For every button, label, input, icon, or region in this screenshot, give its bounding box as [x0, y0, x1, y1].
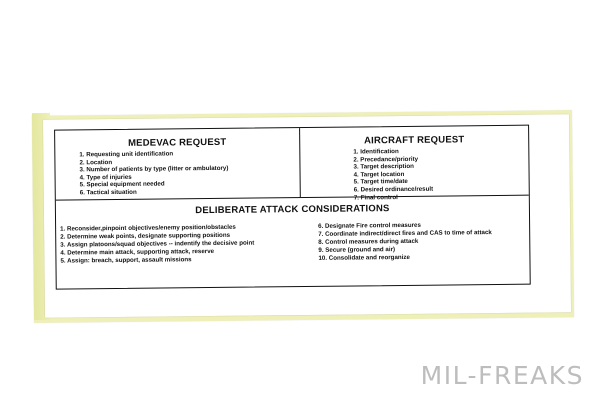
- attack-item: 7. Coordinate indirect/direct fires and CAS to time of attack: [318, 228, 492, 238]
- attack-title: DELIBERATE ATTACK CONSIDERATIONS: [195, 203, 390, 217]
- attack-item: 9. Secure (ground and air): [318, 245, 396, 254]
- attack-item: 2. Determine weak points, designate supporting positions: [60, 231, 231, 241]
- aircraft-item: 7. Final control: [353, 193, 398, 202]
- aircraft-item: 1. Identification: [353, 148, 399, 156]
- reference-sticker: [43, 114, 571, 317]
- medevac-item: 5. Special equipment needed: [79, 180, 165, 189]
- watermark-text: MIL-FREAKS: [420, 361, 584, 390]
- attack-list-right: [318, 221, 492, 262]
- medevac-title: MEDEVAC REQUEST: [127, 136, 227, 149]
- medevac-list: [79, 149, 299, 197]
- request-section: [55, 126, 529, 201]
- reference-frame: [54, 125, 531, 290]
- attack-item: 8. Control measures during attack: [318, 237, 419, 246]
- attack-columns: [56, 219, 529, 265]
- medevac-item: 3. Number of patients by type (litter or ambulatory): [79, 165, 229, 174]
- medevac-item: 4. Type of injuries: [79, 173, 132, 182]
- medevac-item: 1. Requesting unit identification: [79, 150, 174, 159]
- aircraft-item: 2. Precedance/priority: [353, 155, 419, 164]
- aircraft-item: 5. Target time/date: [353, 178, 408, 186]
- aircraft-panel: [300, 126, 529, 202]
- attack-item: 1. Reconsider,pinpoint objectives/enemy position/obstacles: [60, 223, 236, 233]
- aircraft-item: 3. Target description: [353, 163, 414, 171]
- aircraft-item: 4. Target location: [353, 170, 405, 179]
- attack-item: 10. Consolidate and reorganize: [318, 253, 410, 262]
- attack-item: 5. Assign: breach, support, assault missions: [60, 255, 192, 265]
- medevac-panel: [55, 128, 301, 200]
- attack-item: 6. Designate Fire control measures: [318, 221, 421, 230]
- attack-item: 3. Assign platoons/squad objectives -- indentify the decisive point: [60, 239, 255, 249]
- attack-section: [56, 196, 530, 289]
- aircraft-item: 6. Desired ordinance/result: [353, 185, 434, 194]
- aircraft-list: [353, 147, 529, 202]
- medevac-item: 2. Location: [79, 158, 113, 166]
- aircraft-title: AIRCRAFT REQUEST: [364, 134, 465, 147]
- attack-item: 4. Determine main attack, supporting attack, reserve: [60, 247, 215, 257]
- medevac-item: 6. Tactical situation: [79, 188, 137, 197]
- attack-list-left: [60, 224, 254, 266]
